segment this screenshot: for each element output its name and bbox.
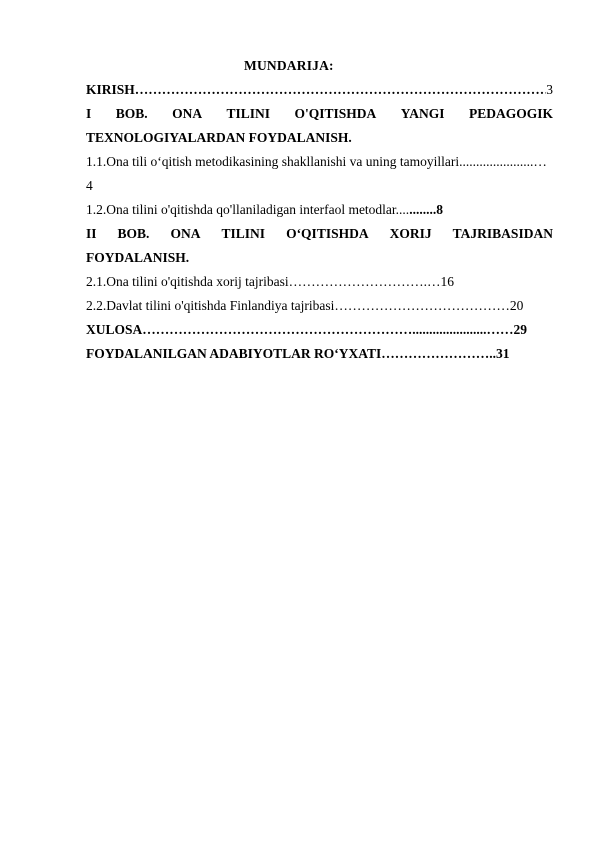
toc-word: XORIJ [389,226,432,241]
page-title: MUNDARIJA: [244,58,334,73]
toc-section-1-2 [86,202,553,218]
toc-word: TILINI [226,106,271,121]
toc-word: ONA [172,106,203,121]
toc-section-1-1: 1.1.Ona tili o‘qitish metodikasining shakllanishi va uning tamoyillari......................… [86,154,547,169]
toc-word: PEDAGOGIK [468,106,553,121]
toc-page-number: 3 [546,82,553,97]
toc-chapter-2-line-2: FOYDALANISH. [86,250,190,265]
toc-entry-label: 1.2.Ona tilini o'qitishda qo'llaniladigan interfaol metodlar.... [86,202,410,217]
toc-section-2-2: 2.2.Davlat tilini o'qitishda Finlandiya tajribasi…………………………………20 [86,298,524,313]
toc-word: TILINI [221,226,266,241]
toc-section-2-1: 2.1.Ona tilini o'qitishda xorij tajribasi………………………….…16 [86,274,455,289]
toc-word: O'QITISHDA [294,106,377,121]
toc-entry-xulosa: XULOSA……………………………………………………......................……29 [86,322,528,337]
toc-chapter-1-line-2: TEXNOLOGIYALARDAN FOYDALANISH. [86,130,352,145]
toc-word: ONA [170,226,201,241]
toc-word: II [86,226,97,241]
toc-word: TAJRIBASIDAN [452,226,553,241]
toc-word: BOB. [115,106,148,121]
toc-word: BOB. [117,226,150,241]
toc-leader-dots [135,82,546,98]
toc-chapter-2-line-1 [86,226,553,242]
toc-entry-kirish [86,82,553,98]
toc-entry-references: FOYDALANILGAN ADABIYOTLAR RO‘YXATI……………………..31 [86,346,510,361]
toc-word: I [86,106,92,121]
toc-page-number: ........8 [409,202,443,217]
toc-entry-label: KIRISH [86,82,135,97]
toc-word: O‘QITISHDA [286,226,369,241]
toc-chapter-1-line-1 [86,106,553,122]
toc-section-1-1-page: 4 [86,178,93,193]
toc-word: YANGI [400,106,445,121]
